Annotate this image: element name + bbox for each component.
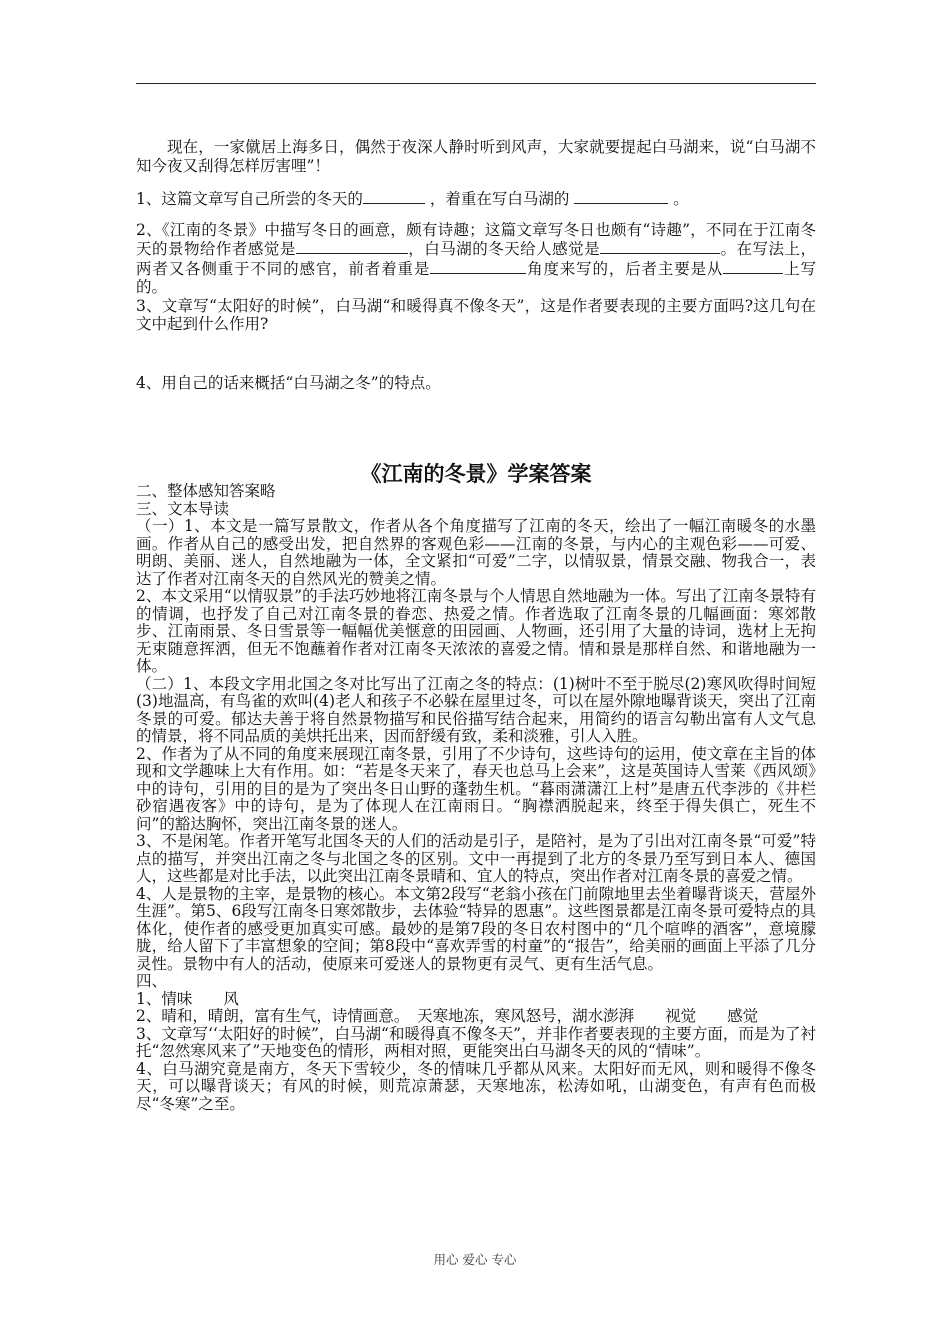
answer-section xyxy=(136,483,816,1113)
answer-paragraph: 2、作者为了从不同的角度来展现江南冬景，引用了不少诗句，这些诗句的运用，使文章在主旨的体现和文学趣味上大有作用。如：“若是冬天来了，春天也总马上会来”，这是英国诗人雪莱《西风颂》中的诗句，引用的目的是为了突出冬日山野的蓬勃生机。“暮雨潇潇江上村”是唐五代李涉的《井栏砂宿遇夜客》中的诗句，是为了体现人在江南雨日。“胸襟洒脱起来，终至于得失俱亡，死生不问”的豁达胸怀，突出江南冬景的迷人。 xyxy=(136,744,816,833)
answer-blank[interactable] xyxy=(600,239,720,254)
question-1-part-b: ，着重在写白马湖的 xyxy=(429,190,570,208)
answer-paragraph: 1、情味 风 xyxy=(136,989,239,1008)
question-1 xyxy=(136,189,816,209)
answer-blank[interactable] xyxy=(430,259,526,274)
question-4 xyxy=(136,374,816,393)
question-2-part-c: 。在写法上，两者又各侧重于不同的感官，前者着重是 xyxy=(136,240,816,278)
answer-blank[interactable] xyxy=(363,189,425,204)
question-2 xyxy=(136,221,816,297)
question-2-part-b: ，白马湖的冬天给人感觉是 xyxy=(407,240,601,258)
answer-paragraph: （一）1、本文是一篇写景散文，作者从各个角度描写了江南的冬天，绘出了一幅江南暖冬的水墨画。作者从自己的感受出发，把自然界的客观色彩——江南的冬景，与内心的主观色彩——可爱、明朗、美丽、迷人，自然地融为一体，全文紧扣“可爱”二字，以情驭景，情景交融、物我合一，表达了作者对江南冬天的自然风光的赞美之情。 xyxy=(136,517,816,588)
intro-paragraph: 现在，一家僦居上海多日，偶然于夜深人静时听到风声，大家就要提起白马湖来，说“白马湖不知今夜又刮得怎样厉害哩”！ xyxy=(136,138,816,175)
answer-paragraph: 3、不是闲笔。作者开笔写北国冬天的人们的活动是引子，是陪衬，是为了引出对江南冬景“可爱”特点的描写，并突出江南之冬与北国之冬的区别。文中一再提到了北方的冬景乃至写到日本人、德国人，这些都是对比手法，以此突出江南冬景晴和、宜人的特点，突出作者对江南冬景的喜爱之情。 xyxy=(136,832,816,885)
question-2-part-e: 上写的。 xyxy=(136,259,816,296)
answer-paragraph: 2、本文采用“以情驭景”的手法巧妙地将江南冬景与个人情思自然地融为一体。写出了江南冬景特有的情调，也抒发了自己对江南冬景的眷恋、热爱之情。作者选取了江南冬景的几幅画面：寒郊散步、江南雨景、冬日雪景等一幅幅优美惬意的田园画、人物画，还引用了大量的诗词，选材上无拘无束随意挥洒，但无不饱蘸着作者对江南冬天浓浓的喜爱之情。情和景是那样自然、和谐地融为一体。 xyxy=(136,587,816,675)
answer-blank[interactable] xyxy=(723,259,783,274)
question-3: 3、文章写“太阳好的时候”，白马湖“和暖得真不像冬天”，这是作者要表现的主要方面吗?这几句在文中起到什么作用? xyxy=(136,296,816,333)
answer-blank[interactable] xyxy=(296,239,408,254)
question-4-text: 4、用自己的话来概括“白马湖之冬”的特点。 xyxy=(136,374,441,392)
answer-paragraph: 3、文章写‘‘太阳好的时候”，白马湖“和暖得真不像冬天”，并非作者要表现的主要方面，而是为了衬托“忽然寒风来了”天地变色的情形，两相对照，更能突出白马湖冬天的风的“情味”。 xyxy=(136,1024,816,1060)
answer-title: 《江南的冬景》学案答案 xyxy=(360,461,592,486)
question-1-part-c: 。 xyxy=(673,190,689,208)
answer-heading: 三、文本导读 xyxy=(136,499,230,518)
question-section xyxy=(136,138,816,334)
page-footer: 用心 爱心 专心 xyxy=(433,1252,517,1267)
answer-paragraph: 2、晴和，晴朗，富有生气，诗情画意。 天寒地冻，寒风怒号，湖水澎湃 视觉 感觉 xyxy=(136,1007,759,1025)
header-rule xyxy=(136,83,816,84)
question-2-part-a: 2、《江南的冬景》中描写冬日的画意，颇有诗趣；这篇文章写冬日也颇有“诗趣”，不同在于江南冬天的景物给作者感觉是 xyxy=(136,220,816,258)
question-1-part-a: 1、这篇文章写自己所尝的冬天的 xyxy=(136,190,363,208)
question-2-part-d: 角度来写的，后者主要是从 xyxy=(526,259,724,278)
answer-blank[interactable] xyxy=(574,189,668,204)
answer-paragraph: 4、人是景物的主宰，是景物的核心。本文第2段写“老翁小孩在门前隙地里去坐着曝背谈天，营屋外生涯”。第5、6段写江南冬日寒郊散步，去体验“特异的恩惠”。这些图景都是江南冬景可爱特点的具体化，使作者的感受更加真实可感。最妙的是第7段的冬日农村图中的“几个喧哗的酒客”，意境朦胧，给人留下了丰富想象的空间；第8段中“喜欢弄雪的村童”的“报告”，给美丽的画面上平添了几分灵性。景物中有人的活动，使原来可爱迷人的景物更有灵气、更有生活气息。 xyxy=(136,884,816,973)
answer-paragraph: 4、白马湖究竟是南方，冬天下雪较少，冬的情味几乎都从风来。太阳好而无风，则和暖得不像冬天，可以曝背谈天；有风的时候，则荒凉萧瑟，天寒地冻，松涛如吼，山湖变色，有声有色而极尽“冬寒”之至。 xyxy=(136,1059,816,1113)
answer-heading: 二、整体感知答案略 xyxy=(136,482,276,500)
answer-heading: 四、 xyxy=(136,972,168,990)
answer-paragraph: （二）1、本段文字用北国之冬对比写出了江南之冬的特点：(1)树叶不至于脱尽(2)寒风吹得时间短(3)地温高，有鸟雀的欢叫(4)老人和孩子不必躲在屋里过冬，可以在屋外隙地曝背谈天，突出了江南冬景的可爱。郁达夫善于将自然景物描写和民俗描写结合起来，用简约的语言勾勒出富有人文气息的情景，将不同品质的美烘托出来，因而舒缓有致，柔和淡雅，引人入胜。 xyxy=(136,674,816,745)
